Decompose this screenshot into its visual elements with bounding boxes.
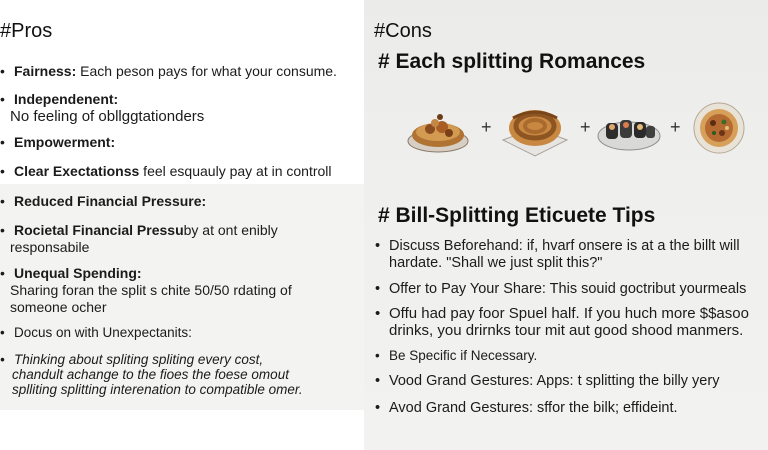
bullet: • xyxy=(375,400,381,416)
tip-item-text: Offer to Pay Your Share: This souid goctribut yourmeals xyxy=(389,281,747,297)
tip-item-text: drinks, you drirnks tour mit aut good shood manmers. xyxy=(389,322,744,339)
pros-item-unexpected xyxy=(0,324,192,341)
pros-item-label: Empowerment: xyxy=(14,134,116,150)
pros-item-empowerment xyxy=(0,134,115,151)
pros-item-societal-pressure xyxy=(0,222,278,256)
tip-item-half xyxy=(375,305,749,339)
pros-item-unequal-spending xyxy=(0,265,292,316)
pros-item-label: Independenent: xyxy=(14,91,119,107)
plus-sign: + xyxy=(670,117,681,137)
bullet: • xyxy=(0,222,5,238)
pros-heading: #Pros xyxy=(0,20,53,42)
pros-item-clear-expectations xyxy=(0,163,332,180)
bullet: • xyxy=(0,325,5,340)
pros-item-text: splliting splitting interenation to compatible omer. xyxy=(12,382,303,397)
tip-item-text: Be Specific if Necessary. xyxy=(389,348,538,363)
tip-item-text: Vood Grand Gestures: Apps: t splitting the billy yery xyxy=(389,373,720,389)
pros-item-text: Thinking about spliting spliting every cost, xyxy=(14,352,264,367)
pros-item-text: No feeling of obllggtationders xyxy=(10,108,205,125)
bullet: • xyxy=(0,352,5,367)
tips-heading: # Bill-Splitting Eticuete Tips xyxy=(378,204,656,227)
tip-item-discuss xyxy=(375,238,740,272)
pros-item-label: Rocietal Financial Pressu xyxy=(14,222,184,238)
pros-item-text: responsabile xyxy=(10,239,90,255)
pros-item-label: Unequal Spending: xyxy=(14,265,142,281)
bullet: • xyxy=(0,134,5,150)
bullet: • xyxy=(375,373,381,389)
cons-heading: #Cons xyxy=(374,20,432,42)
pizza-plate-icon xyxy=(692,100,746,156)
pros-item-label: Fairness: xyxy=(14,63,77,79)
tip-item-gestures-bill xyxy=(375,400,678,417)
tip-item-text: Avod Grand Gestures: sffor the bilk; effideint. xyxy=(389,400,678,416)
bullet: • xyxy=(0,63,5,79)
pros-item-label: Clear Exectationss xyxy=(14,163,140,179)
bullet: • xyxy=(0,193,5,209)
pros-item-label: Reduced Financial Pressure: xyxy=(14,193,207,209)
tart-dish-icon xyxy=(406,103,470,157)
pros-item-text: Each peson pays for what your consume. xyxy=(76,63,337,79)
bullet: • xyxy=(375,281,381,297)
tip-item-offer xyxy=(375,281,746,298)
pros-item-text: chandult achange to the fioes the foese omout xyxy=(12,367,289,382)
pros-item-text: feel esquauly pay at in controll xyxy=(139,163,332,179)
bullet: • xyxy=(375,305,381,322)
pros-item-text: someone ocher xyxy=(10,299,107,315)
plus-sign: + xyxy=(481,117,492,137)
tip-item-gestures-apps xyxy=(375,373,719,390)
pros-item-independence xyxy=(0,91,204,125)
pros-item-thinking xyxy=(0,352,303,397)
tip-item-text: hardate. "Shall we just split this?" xyxy=(389,255,603,271)
pros-item-text: Sharing foran the split s chite 50/50 rdating of xyxy=(10,282,292,298)
pros-item-reduced-pressure xyxy=(0,193,206,210)
pros-item-label: Docus on with Unexpectanits: xyxy=(14,325,192,340)
bullet: • xyxy=(375,238,381,254)
bullet: • xyxy=(0,163,5,179)
pros-item-fairness xyxy=(0,63,337,80)
sushi-roll-icon xyxy=(596,106,662,154)
pretzel-pastry-icon xyxy=(499,98,571,160)
bullet: • xyxy=(0,265,5,281)
romances-heading: # Each splitting Romances xyxy=(378,50,646,73)
pros-item-text: by at ont enibly xyxy=(183,222,278,238)
tip-item-text: Offu had pay foor Spuel half. If you huch more $$asoo xyxy=(389,305,749,322)
tip-item-specific xyxy=(375,347,537,364)
bullet: • xyxy=(375,348,380,363)
plus-sign: + xyxy=(580,117,591,137)
tip-item-text: Discuss Beforehand: if, hvarf onsere is at a the billt will xyxy=(389,238,740,254)
bullet: • xyxy=(0,91,5,107)
